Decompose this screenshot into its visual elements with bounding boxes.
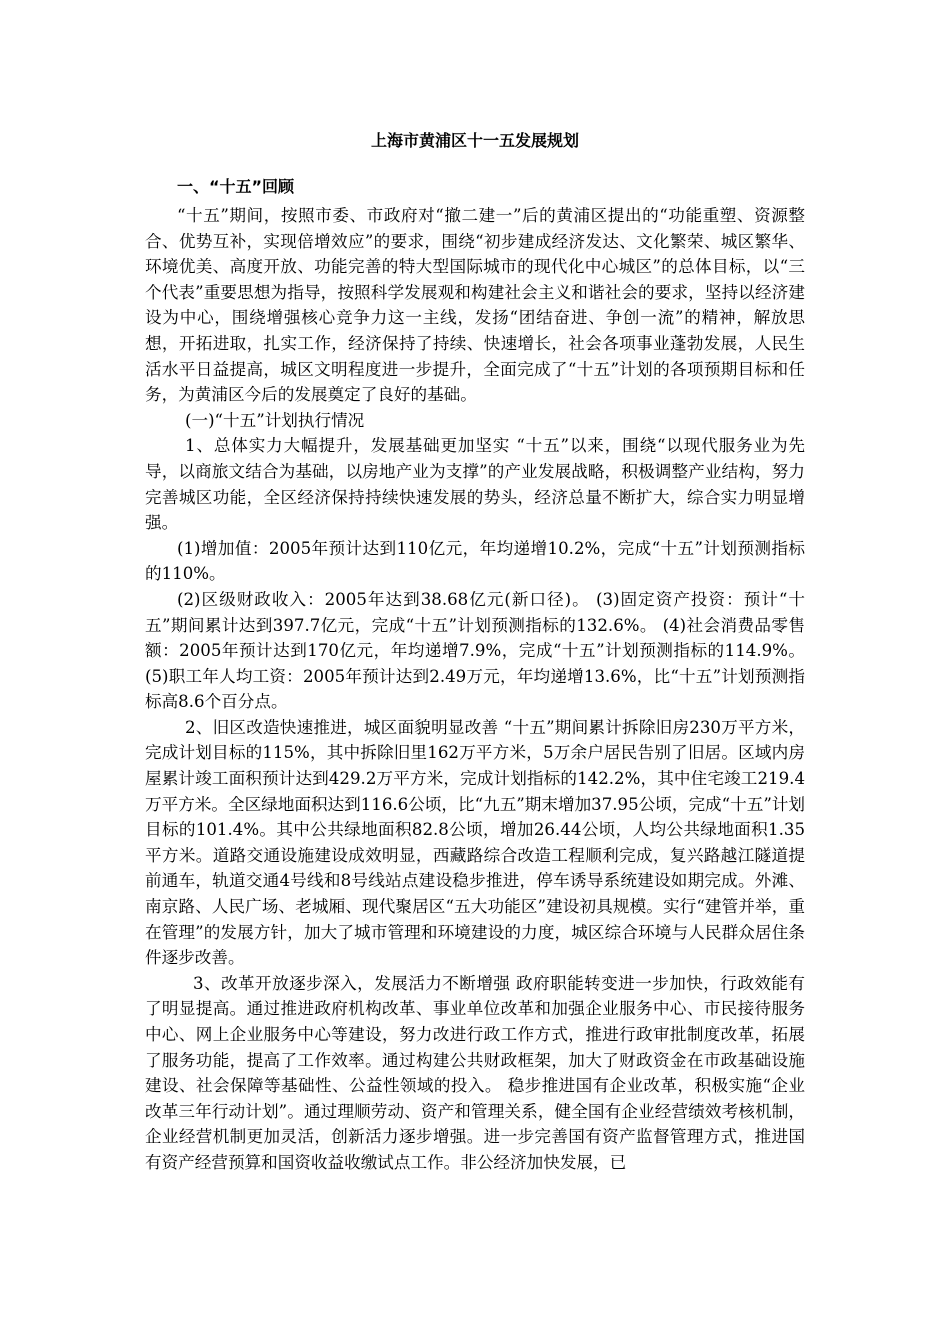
document-title: 上海市黄浦区十一五发展规划: [370, 131, 579, 150]
item1-paragraph: 1、总体实力大幅提升，发展基础更加坚实 “十五”以来，围绕“以现代服务业为先导，以商旅文结合为基础，以房地产业为支撑”的产业发展战略，积极调整产业结构，努力完善城区功能，全区经济保持持续快速发展的势头，经济总量不断扩大，综合实力明显增强。: [145, 436, 805, 533]
indicators-paragraph: (2)区级财政收入：2005年达到38.68亿元(新口径)。 (3)固定资产投资：预计“十五”期间累计达到397.7亿元，完成“十五”计划预测指标的132.6%。 (4)社会消费品零售额：2005年预计达到170亿元，年均递增7.9%，完成“十五”计划预测指标的114.9%。 (5)职工年人均工资：2005年预计达到2.49万元，年均递增13.6%，比“十五”计划预测指标高8.6个百分点。: [145, 589, 805, 712]
indicator1-paragraph: (1)增加值：2005年预计达到110亿元，年均递增10.2%，完成“十五”计划预测指标的110%。: [145, 538, 805, 584]
document-page: [145, 125, 805, 1176]
intro-paragraph: “十五”期间，按照市委、市政府对“撤二建一”后的黄浦区提出的“功能重塑、资源整合、优势互补，实现倍增效应”的要求，围绕“初步建成经济发达、文化繁荣、城区繁华、环境优美、高度开放、功能完善的特大型国际城市的现代化中心城区”的总体目标，以“三个代表”重要思想为指导，按照科学发展观和构建社会主义和谐社会的要求，坚持以经济建设为中心，围绕增强核心竞争力这一主线，发扬“团结奋进、争创一流”的精神，解放思想，开拓进取，扎实工作，经济保持了持续、快速增长，社会各项事业蓬勃发展，人民生活水平日益提高，城区文明程度进一步提升，全面完成了“十五”计划的各项预期目标和任务，为黄浦区今后的发展奠定了良好的基础。: [145, 206, 805, 405]
item2-paragraph: 2、旧区改造快速推进，城区面貌明显改善 “十五”期间累计拆除旧房230万平方米，完成计划目标的115%，其中拆除旧里162万平方米，5万余户居民告别了旧居。区域内房屋累计竣工面积预计达到429.2万平方米，完成计划指标的142.2%，其中住宅竣工219.4万平方米。全区绿地面积达到116.6公顷，比“九五”期末增加37.95公顷，完成“十五”计划目标的101.4%。其中公共绿地面积82.8公顷，增加26.44公顷，人均公共绿地面积1.35平方米。道路交通设施建设成效明显，西藏路综合改造工程顺利完成，复兴路越江隧道提前通车，轨道交通4号线和8号线站点建设稳步推进，停车诱导系统建设如期完成。外滩、南京路、人民广场、老城厢、现代聚居区“五大功能区”建设初具规模。实行“建管并举，重在管理”的发展方针，加大了城市管理和环境建设的力度，城区综合环境与人民群众居住条件逐步改善。: [145, 717, 805, 968]
item3-paragraph: 3、改革开放逐步深入，发展活力不断增强 政府职能转变进一步加快，行政效能有了明显提高。通过推进政府机构改革、事业单位改革和加强企业服务中心、市民接待服务中心、网上企业服务中心等建设，努力改进行政工作方式，推进行政审批制度改革，拓展了服务功能，提高了工作效率。通过构建公共财政框架，加大了财政资金在市政基础设施建设、社会保障等基础性、公益性领域的投入。 稳步推进国有企业改革，积极实施“企业改革三年行动计划”。通过理顺劳动、资产和管理关系，健全国有企业经营绩效考核机制，企业经营机制更加灵活，创新活力逐步增强。进一步完善国有资产监督管理方式，推进国有资产经营预算和国资收益收缴试点工作。非公经济加快发展，已: [145, 973, 805, 1172]
subsection-heading-execution: (一)“十五”计划执行情况: [185, 410, 365, 430]
section-heading-review: 一、“十五”回顾: [177, 177, 295, 196]
